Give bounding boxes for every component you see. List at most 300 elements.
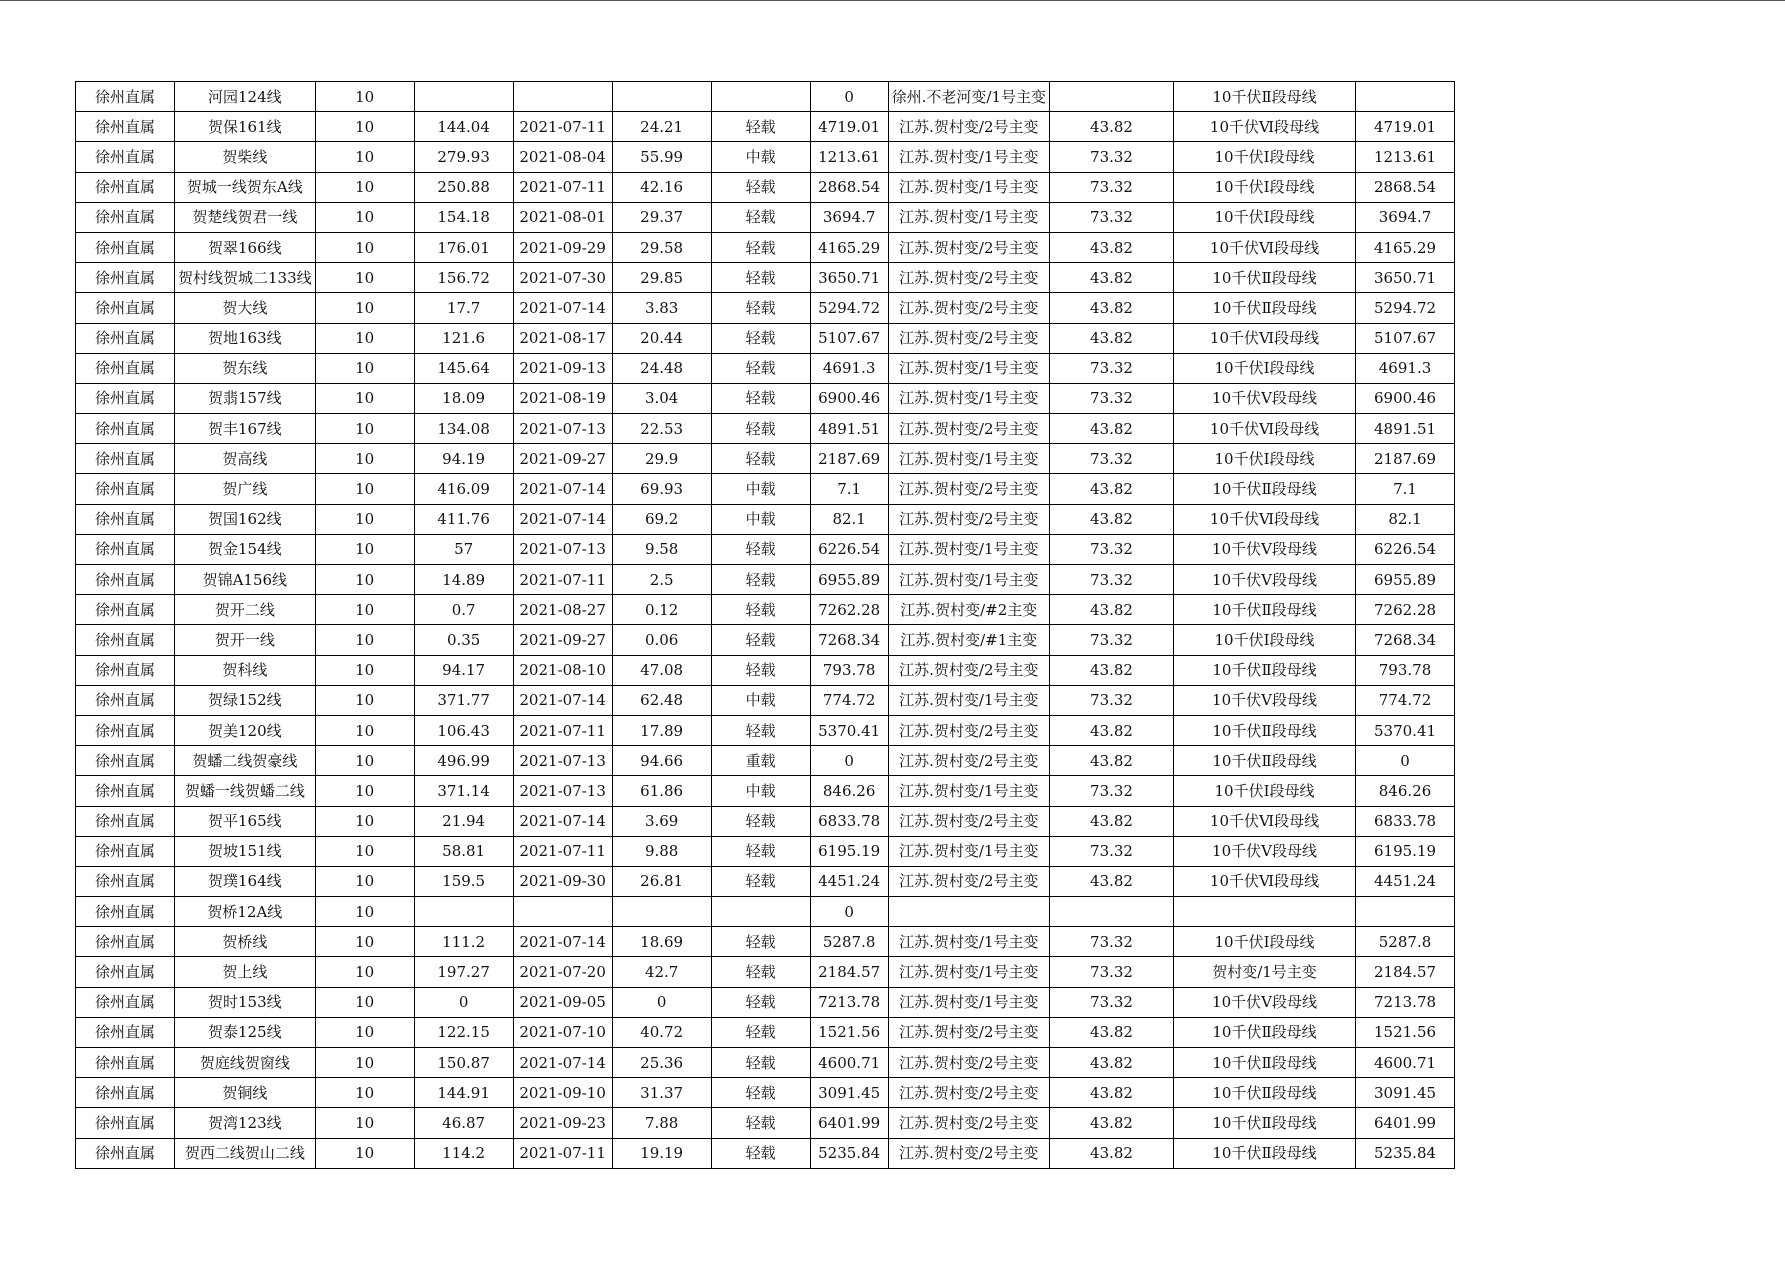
transformer-cell: 江苏.贺村变/1号主变 bbox=[888, 383, 1049, 413]
transformer-cell: 江苏.贺村变/2号主变 bbox=[888, 746, 1049, 776]
load-cell bbox=[414, 897, 513, 927]
load-status-cell: 轻载 bbox=[711, 595, 810, 625]
voltage-cell: 10 bbox=[315, 776, 414, 806]
load-rate-cell: 61.86 bbox=[612, 776, 711, 806]
table-row bbox=[76, 202, 1455, 232]
voltage-cell: 10 bbox=[315, 715, 414, 745]
unit-cell: 徐州直属 bbox=[76, 806, 175, 836]
transformer-rate-cell: 43.82 bbox=[1050, 655, 1174, 685]
unit-cell: 徐州直属 bbox=[76, 142, 175, 172]
capacity-cell: 1213.61 bbox=[810, 142, 888, 172]
unit-cell: 徐州直属 bbox=[76, 866, 175, 896]
capacity-cell: 4719.01 bbox=[810, 112, 888, 142]
load-status-cell: 轻载 bbox=[711, 172, 810, 202]
capacity-cell: 774.72 bbox=[810, 685, 888, 715]
load-rate-cell: 42.7 bbox=[612, 957, 711, 987]
remaining-cell: 5235.84 bbox=[1356, 1138, 1455, 1168]
table-row bbox=[76, 172, 1455, 202]
busbar-cell: 10千伏Ⅱ段母线 bbox=[1174, 1078, 1356, 1108]
transformer-rate-cell: 43.82 bbox=[1050, 112, 1174, 142]
table-row bbox=[76, 565, 1455, 595]
voltage-cell: 10 bbox=[315, 263, 414, 293]
load-rate-cell: 22.53 bbox=[612, 414, 711, 444]
remaining-cell: 3694.7 bbox=[1356, 202, 1455, 232]
remaining-cell: 7213.78 bbox=[1356, 987, 1455, 1017]
line-name-cell: 贺翡157线 bbox=[175, 383, 316, 413]
table-row bbox=[76, 625, 1455, 655]
remaining-cell: 0 bbox=[1356, 746, 1455, 776]
capacity-cell: 2868.54 bbox=[810, 172, 888, 202]
unit-cell: 徐州直属 bbox=[76, 776, 175, 806]
table-row bbox=[76, 776, 1455, 806]
load-rate-cell: 69.2 bbox=[612, 504, 711, 534]
transformer-rate-cell: 43.82 bbox=[1050, 474, 1174, 504]
voltage-cell: 10 bbox=[315, 383, 414, 413]
voltage-cell: 10 bbox=[315, 82, 414, 112]
load-status-cell bbox=[711, 897, 810, 927]
load-status-cell: 中载 bbox=[711, 685, 810, 715]
busbar-cell: 10千伏Ⅱ段母线 bbox=[1174, 655, 1356, 685]
line-name-cell: 贺时153线 bbox=[175, 987, 316, 1017]
voltage-cell: 10 bbox=[315, 746, 414, 776]
transformer-rate-cell: 43.82 bbox=[1050, 866, 1174, 896]
load-status-cell: 轻载 bbox=[711, 1078, 810, 1108]
busbar-cell: 10千伏Ⅵ段母线 bbox=[1174, 806, 1356, 836]
load-rate-cell: 40.72 bbox=[612, 1017, 711, 1047]
remaining-cell: 5287.8 bbox=[1356, 927, 1455, 957]
line-name-cell: 贺桥12A线 bbox=[175, 897, 316, 927]
unit-cell: 徐州直属 bbox=[76, 293, 175, 323]
line-name-cell: 贺坡151线 bbox=[175, 836, 316, 866]
remaining-cell: 6226.54 bbox=[1356, 534, 1455, 564]
busbar-cell: 10千伏Ⅰ段母线 bbox=[1174, 776, 1356, 806]
date-cell: 2021-07-14 bbox=[513, 806, 612, 836]
capacity-cell: 5287.8 bbox=[810, 927, 888, 957]
remaining-cell: 2868.54 bbox=[1356, 172, 1455, 202]
voltage-cell: 10 bbox=[315, 685, 414, 715]
transformer-cell: 江苏.贺村变/1号主变 bbox=[888, 565, 1049, 595]
unit-cell: 徐州直属 bbox=[76, 504, 175, 534]
transformer-cell: 江苏.贺村变/1号主变 bbox=[888, 142, 1049, 172]
busbar-cell: 10千伏Ⅰ段母线 bbox=[1174, 202, 1356, 232]
load-rate-cell: 0.06 bbox=[612, 625, 711, 655]
unit-cell: 徐州直属 bbox=[76, 82, 175, 112]
transformer-rate-cell: 73.32 bbox=[1050, 776, 1174, 806]
line-name-cell: 贺金154线 bbox=[175, 534, 316, 564]
table-row bbox=[76, 414, 1455, 444]
transformer-rate-cell: 43.82 bbox=[1050, 293, 1174, 323]
transformer-cell: 江苏.贺村变/2号主变 bbox=[888, 1138, 1049, 1168]
date-cell: 2021-07-14 bbox=[513, 293, 612, 323]
capacity-cell: 4891.51 bbox=[810, 414, 888, 444]
voltage-cell: 10 bbox=[315, 987, 414, 1017]
voltage-cell: 10 bbox=[315, 414, 414, 444]
line-name-cell: 贺楚线贺君一线 bbox=[175, 202, 316, 232]
transformer-cell: 江苏.贺村变/1号主变 bbox=[888, 444, 1049, 474]
voltage-cell: 10 bbox=[315, 1108, 414, 1138]
load-cell: 106.43 bbox=[414, 715, 513, 745]
unit-cell: 徐州直属 bbox=[76, 1078, 175, 1108]
voltage-cell: 10 bbox=[315, 927, 414, 957]
busbar-cell: 10千伏Ⅱ段母线 bbox=[1174, 474, 1356, 504]
line-name-cell: 贺绿152线 bbox=[175, 685, 316, 715]
capacity-cell: 6833.78 bbox=[810, 806, 888, 836]
load-status-cell: 轻载 bbox=[711, 957, 810, 987]
busbar-cell: 10千伏Ⅱ段母线 bbox=[1174, 1048, 1356, 1078]
data-table bbox=[75, 81, 1455, 1169]
load-rate-cell: 42.16 bbox=[612, 172, 711, 202]
load-cell: 144.91 bbox=[414, 1078, 513, 1108]
line-name-cell: 贺美120线 bbox=[175, 715, 316, 745]
line-name-cell: 贺蟠二线贺豪线 bbox=[175, 746, 316, 776]
transformer-rate-cell: 73.32 bbox=[1050, 625, 1174, 655]
load-cell: 176.01 bbox=[414, 232, 513, 262]
remaining-cell: 4451.24 bbox=[1356, 866, 1455, 896]
line-name-cell: 贺保161线 bbox=[175, 112, 316, 142]
load-status-cell: 中载 bbox=[711, 474, 810, 504]
load-cell: 114.2 bbox=[414, 1138, 513, 1168]
busbar-cell: 10千伏Ⅱ段母线 bbox=[1174, 263, 1356, 293]
capacity-cell: 3650.71 bbox=[810, 263, 888, 293]
transformer-rate-cell: 43.82 bbox=[1050, 715, 1174, 745]
capacity-cell: 7213.78 bbox=[810, 987, 888, 1017]
capacity-cell: 6401.99 bbox=[810, 1108, 888, 1138]
busbar-cell: 10千伏Ⅴ段母线 bbox=[1174, 685, 1356, 715]
load-cell: 0.35 bbox=[414, 625, 513, 655]
voltage-cell: 10 bbox=[315, 323, 414, 353]
line-name-cell: 河园124线 bbox=[175, 82, 316, 112]
remaining-cell: 7.1 bbox=[1356, 474, 1455, 504]
transformer-rate-cell: 43.82 bbox=[1050, 746, 1174, 776]
unit-cell: 徐州直属 bbox=[76, 1017, 175, 1047]
load-rate-cell: 26.81 bbox=[612, 866, 711, 896]
busbar-cell: 10千伏Ⅱ段母线 bbox=[1174, 715, 1356, 745]
transformer-rate-cell: 73.32 bbox=[1050, 927, 1174, 957]
remaining-cell: 5370.41 bbox=[1356, 715, 1455, 745]
unit-cell: 徐州直属 bbox=[76, 715, 175, 745]
transformer-rate-cell: 43.82 bbox=[1050, 1048, 1174, 1078]
busbar-cell bbox=[1174, 897, 1356, 927]
voltage-cell: 10 bbox=[315, 202, 414, 232]
transformer-cell: 江苏.贺村变/2号主变 bbox=[888, 474, 1049, 504]
date-cell: 2021-07-11 bbox=[513, 565, 612, 595]
table-row bbox=[76, 746, 1455, 776]
table-row bbox=[76, 142, 1455, 172]
table-row bbox=[76, 655, 1455, 685]
busbar-cell: 10千伏Ⅵ段母线 bbox=[1174, 112, 1356, 142]
load-cell: 150.87 bbox=[414, 1048, 513, 1078]
date-cell: 2021-08-17 bbox=[513, 323, 612, 353]
load-cell: 416.09 bbox=[414, 474, 513, 504]
page-top-border bbox=[0, 0, 1785, 1]
transformer-rate-cell bbox=[1050, 897, 1174, 927]
date-cell: 2021-07-10 bbox=[513, 1017, 612, 1047]
load-cell: 18.09 bbox=[414, 383, 513, 413]
load-cell: 111.2 bbox=[414, 927, 513, 957]
remaining-cell: 4165.29 bbox=[1356, 232, 1455, 262]
voltage-cell: 10 bbox=[315, 836, 414, 866]
unit-cell: 徐州直属 bbox=[76, 353, 175, 383]
busbar-cell: 10千伏Ⅱ段母线 bbox=[1174, 82, 1356, 112]
line-name-cell: 贺广线 bbox=[175, 474, 316, 504]
load-rate-cell: 20.44 bbox=[612, 323, 711, 353]
load-status-cell: 中载 bbox=[711, 504, 810, 534]
unit-cell: 徐州直属 bbox=[76, 444, 175, 474]
load-status-cell: 轻载 bbox=[711, 1048, 810, 1078]
transformer-cell: 江苏.贺村变/2号主变 bbox=[888, 1017, 1049, 1047]
line-name-cell: 贺大线 bbox=[175, 293, 316, 323]
voltage-cell: 10 bbox=[315, 444, 414, 474]
date-cell: 2021-07-13 bbox=[513, 534, 612, 564]
transformer-cell: 江苏.贺村变/1号主变 bbox=[888, 172, 1049, 202]
transformer-cell: 江苏.贺村变/1号主变 bbox=[888, 685, 1049, 715]
transformer-cell: 江苏.贺村变/1号主变 bbox=[888, 957, 1049, 987]
line-name-cell: 贺地163线 bbox=[175, 323, 316, 353]
transformer-cell: 江苏.贺村变/2号主变 bbox=[888, 1048, 1049, 1078]
unit-cell: 徐州直属 bbox=[76, 987, 175, 1017]
load-rate-cell: 3.69 bbox=[612, 806, 711, 836]
busbar-cell: 10千伏Ⅱ段母线 bbox=[1174, 1017, 1356, 1047]
table-row bbox=[76, 595, 1455, 625]
date-cell: 2021-07-11 bbox=[513, 715, 612, 745]
remaining-cell: 4719.01 bbox=[1356, 112, 1455, 142]
capacity-cell: 6900.46 bbox=[810, 383, 888, 413]
table-row bbox=[76, 444, 1455, 474]
unit-cell: 徐州直属 bbox=[76, 534, 175, 564]
table-row bbox=[76, 263, 1455, 293]
transformer-cell: 江苏.贺村变/1号主变 bbox=[888, 202, 1049, 232]
load-status-cell: 重载 bbox=[711, 746, 810, 776]
load-cell: 17.7 bbox=[414, 293, 513, 323]
remaining-cell: 5294.72 bbox=[1356, 293, 1455, 323]
capacity-cell: 4451.24 bbox=[810, 866, 888, 896]
voltage-cell: 10 bbox=[315, 806, 414, 836]
busbar-cell: 10千伏Ⅰ段母线 bbox=[1174, 444, 1356, 474]
date-cell: 2021-07-20 bbox=[513, 957, 612, 987]
transformer-rate-cell: 43.82 bbox=[1050, 1108, 1174, 1138]
load-status-cell: 轻载 bbox=[711, 534, 810, 564]
table-row bbox=[76, 112, 1455, 142]
date-cell: 2021-07-14 bbox=[513, 927, 612, 957]
date-cell: 2021-07-11 bbox=[513, 1138, 612, 1168]
table-row bbox=[76, 957, 1455, 987]
capacity-cell: 7262.28 bbox=[810, 595, 888, 625]
remaining-cell: 6401.99 bbox=[1356, 1108, 1455, 1138]
date-cell: 2021-07-11 bbox=[513, 172, 612, 202]
load-status-cell: 轻载 bbox=[711, 1108, 810, 1138]
date-cell: 2021-07-11 bbox=[513, 112, 612, 142]
transformer-rate-cell: 43.82 bbox=[1050, 1138, 1174, 1168]
load-rate-cell: 55.99 bbox=[612, 142, 711, 172]
transformer-cell: 徐州.不老河变/1号主变 bbox=[888, 82, 1049, 112]
line-name-cell: 贺铜线 bbox=[175, 1078, 316, 1108]
remaining-cell: 846.26 bbox=[1356, 776, 1455, 806]
transformer-rate-cell: 43.82 bbox=[1050, 263, 1174, 293]
unit-cell: 徐州直属 bbox=[76, 414, 175, 444]
load-rate-cell: 3.04 bbox=[612, 383, 711, 413]
busbar-cell: 10千伏Ⅴ段母线 bbox=[1174, 383, 1356, 413]
capacity-cell: 6955.89 bbox=[810, 565, 888, 595]
transformer-rate-cell bbox=[1050, 82, 1174, 112]
unit-cell: 徐州直属 bbox=[76, 202, 175, 232]
load-status-cell: 轻载 bbox=[711, 866, 810, 896]
date-cell: 2021-09-27 bbox=[513, 444, 612, 474]
table-row bbox=[76, 1048, 1455, 1078]
busbar-cell: 10千伏Ⅰ段母线 bbox=[1174, 625, 1356, 655]
busbar-cell: 10千伏Ⅴ段母线 bbox=[1174, 534, 1356, 564]
transformer-rate-cell: 43.82 bbox=[1050, 1078, 1174, 1108]
table-row bbox=[76, 806, 1455, 836]
load-cell: 496.99 bbox=[414, 746, 513, 776]
load-status-cell: 轻载 bbox=[711, 1138, 810, 1168]
capacity-cell: 4600.71 bbox=[810, 1048, 888, 1078]
table-row bbox=[76, 232, 1455, 262]
transformer-rate-cell: 73.32 bbox=[1050, 565, 1174, 595]
transformer-rate-cell: 73.32 bbox=[1050, 987, 1174, 1017]
line-name-cell: 贺柴线 bbox=[175, 142, 316, 172]
capacity-cell: 4165.29 bbox=[810, 232, 888, 262]
load-cell: 159.5 bbox=[414, 866, 513, 896]
unit-cell: 徐州直属 bbox=[76, 927, 175, 957]
voltage-cell: 10 bbox=[315, 232, 414, 262]
table-row bbox=[76, 504, 1455, 534]
load-rate-cell: 29.85 bbox=[612, 263, 711, 293]
load-rate-cell: 0 bbox=[612, 987, 711, 1017]
table-row bbox=[76, 1138, 1455, 1168]
line-name-cell: 贺科线 bbox=[175, 655, 316, 685]
busbar-cell: 10千伏Ⅴ段母线 bbox=[1174, 565, 1356, 595]
load-cell: 156.72 bbox=[414, 263, 513, 293]
transformer-rate-cell: 73.32 bbox=[1050, 836, 1174, 866]
line-name-cell: 贺村线贺城二133线 bbox=[175, 263, 316, 293]
remaining-cell: 1213.61 bbox=[1356, 142, 1455, 172]
table-row bbox=[76, 293, 1455, 323]
date-cell: 2021-07-14 bbox=[513, 1048, 612, 1078]
capacity-cell: 7.1 bbox=[810, 474, 888, 504]
load-status-cell: 中载 bbox=[711, 142, 810, 172]
remaining-cell: 1521.56 bbox=[1356, 1017, 1455, 1047]
voltage-cell: 10 bbox=[315, 957, 414, 987]
date-cell: 2021-07-30 bbox=[513, 263, 612, 293]
load-rate-cell: 9.88 bbox=[612, 836, 711, 866]
table-row bbox=[76, 474, 1455, 504]
voltage-cell: 10 bbox=[315, 112, 414, 142]
line-name-cell: 贺国162线 bbox=[175, 504, 316, 534]
table-row bbox=[76, 897, 1455, 927]
load-status-cell: 轻载 bbox=[711, 232, 810, 262]
capacity-cell: 6226.54 bbox=[810, 534, 888, 564]
busbar-cell: 10千伏Ⅴ段母线 bbox=[1174, 987, 1356, 1017]
transformer-rate-cell: 73.32 bbox=[1050, 444, 1174, 474]
line-name-cell: 贺锦A156线 bbox=[175, 565, 316, 595]
line-name-cell: 贺开二线 bbox=[175, 595, 316, 625]
load-cell: 121.6 bbox=[414, 323, 513, 353]
load-cell: 371.14 bbox=[414, 776, 513, 806]
voltage-cell: 10 bbox=[315, 1138, 414, 1168]
load-cell: 154.18 bbox=[414, 202, 513, 232]
voltage-cell: 10 bbox=[315, 293, 414, 323]
transformer-rate-cell: 73.32 bbox=[1050, 172, 1174, 202]
transformer-cell: 江苏.贺村变/#1主变 bbox=[888, 625, 1049, 655]
load-status-cell: 轻载 bbox=[711, 1017, 810, 1047]
voltage-cell: 10 bbox=[315, 897, 414, 927]
date-cell bbox=[513, 82, 612, 112]
voltage-cell: 10 bbox=[315, 625, 414, 655]
load-status-cell: 轻载 bbox=[711, 987, 810, 1017]
transformer-rate-cell: 43.82 bbox=[1050, 504, 1174, 534]
transformer-cell: 江苏.贺村变/1号主变 bbox=[888, 353, 1049, 383]
load-status-cell: 轻载 bbox=[711, 927, 810, 957]
table-row bbox=[76, 927, 1455, 957]
capacity-cell: 5294.72 bbox=[810, 293, 888, 323]
load-rate-cell: 18.69 bbox=[612, 927, 711, 957]
unit-cell: 徐州直属 bbox=[76, 746, 175, 776]
line-name-cell: 贺丰167线 bbox=[175, 414, 316, 444]
line-name-cell: 贺平165线 bbox=[175, 806, 316, 836]
remaining-cell: 6955.89 bbox=[1356, 565, 1455, 595]
line-name-cell: 贺庭线贺窗线 bbox=[175, 1048, 316, 1078]
unit-cell: 徐州直属 bbox=[76, 263, 175, 293]
transformer-cell: 江苏.贺村变/1号主变 bbox=[888, 534, 1049, 564]
voltage-cell: 10 bbox=[315, 534, 414, 564]
voltage-cell: 10 bbox=[315, 353, 414, 383]
voltage-cell: 10 bbox=[315, 866, 414, 896]
load-rate-cell: 24.21 bbox=[612, 112, 711, 142]
transformer-cell: 江苏.贺村变/1号主变 bbox=[888, 836, 1049, 866]
remaining-cell: 2184.57 bbox=[1356, 957, 1455, 987]
transformer-rate-cell: 43.82 bbox=[1050, 323, 1174, 353]
busbar-cell: 10千伏Ⅱ段母线 bbox=[1174, 1108, 1356, 1138]
remaining-cell: 2187.69 bbox=[1356, 444, 1455, 474]
load-cell: 58.81 bbox=[414, 836, 513, 866]
remaining-cell: 4691.3 bbox=[1356, 353, 1455, 383]
busbar-cell: 10千伏Ⅵ段母线 bbox=[1174, 323, 1356, 353]
busbar-cell: 10千伏Ⅵ段母线 bbox=[1174, 504, 1356, 534]
transformer-cell: 江苏.贺村变/2号主变 bbox=[888, 414, 1049, 444]
load-rate-cell bbox=[612, 82, 711, 112]
busbar-cell: 10千伏Ⅱ段母线 bbox=[1174, 1138, 1356, 1168]
date-cell: 2021-09-13 bbox=[513, 353, 612, 383]
capacity-cell: 846.26 bbox=[810, 776, 888, 806]
date-cell: 2021-09-05 bbox=[513, 987, 612, 1017]
capacity-cell: 793.78 bbox=[810, 655, 888, 685]
load-rate-cell: 31.37 bbox=[612, 1078, 711, 1108]
date-cell: 2021-08-10 bbox=[513, 655, 612, 685]
load-cell: 371.77 bbox=[414, 685, 513, 715]
load-rate-cell: 3.83 bbox=[612, 293, 711, 323]
busbar-cell: 10千伏Ⅰ段母线 bbox=[1174, 927, 1356, 957]
line-name-cell: 贺东线 bbox=[175, 353, 316, 383]
transformer-rate-cell: 43.82 bbox=[1050, 414, 1174, 444]
capacity-cell: 1521.56 bbox=[810, 1017, 888, 1047]
table-row bbox=[76, 1078, 1455, 1108]
transformer-rate-cell: 43.82 bbox=[1050, 806, 1174, 836]
date-cell: 2021-07-14 bbox=[513, 685, 612, 715]
capacity-cell: 0 bbox=[810, 746, 888, 776]
load-status-cell: 轻载 bbox=[711, 565, 810, 595]
line-name-cell: 贺上线 bbox=[175, 957, 316, 987]
load-cell: 279.93 bbox=[414, 142, 513, 172]
unit-cell: 徐州直属 bbox=[76, 565, 175, 595]
load-cell: 144.04 bbox=[414, 112, 513, 142]
table-row bbox=[76, 715, 1455, 745]
voltage-cell: 10 bbox=[315, 1017, 414, 1047]
transformer-rate-cell: 73.32 bbox=[1050, 353, 1174, 383]
transformer-rate-cell: 73.32 bbox=[1050, 534, 1174, 564]
transformer-cell: 江苏.贺村变/#2主变 bbox=[888, 595, 1049, 625]
table-row bbox=[76, 353, 1455, 383]
date-cell: 2021-09-30 bbox=[513, 866, 612, 896]
